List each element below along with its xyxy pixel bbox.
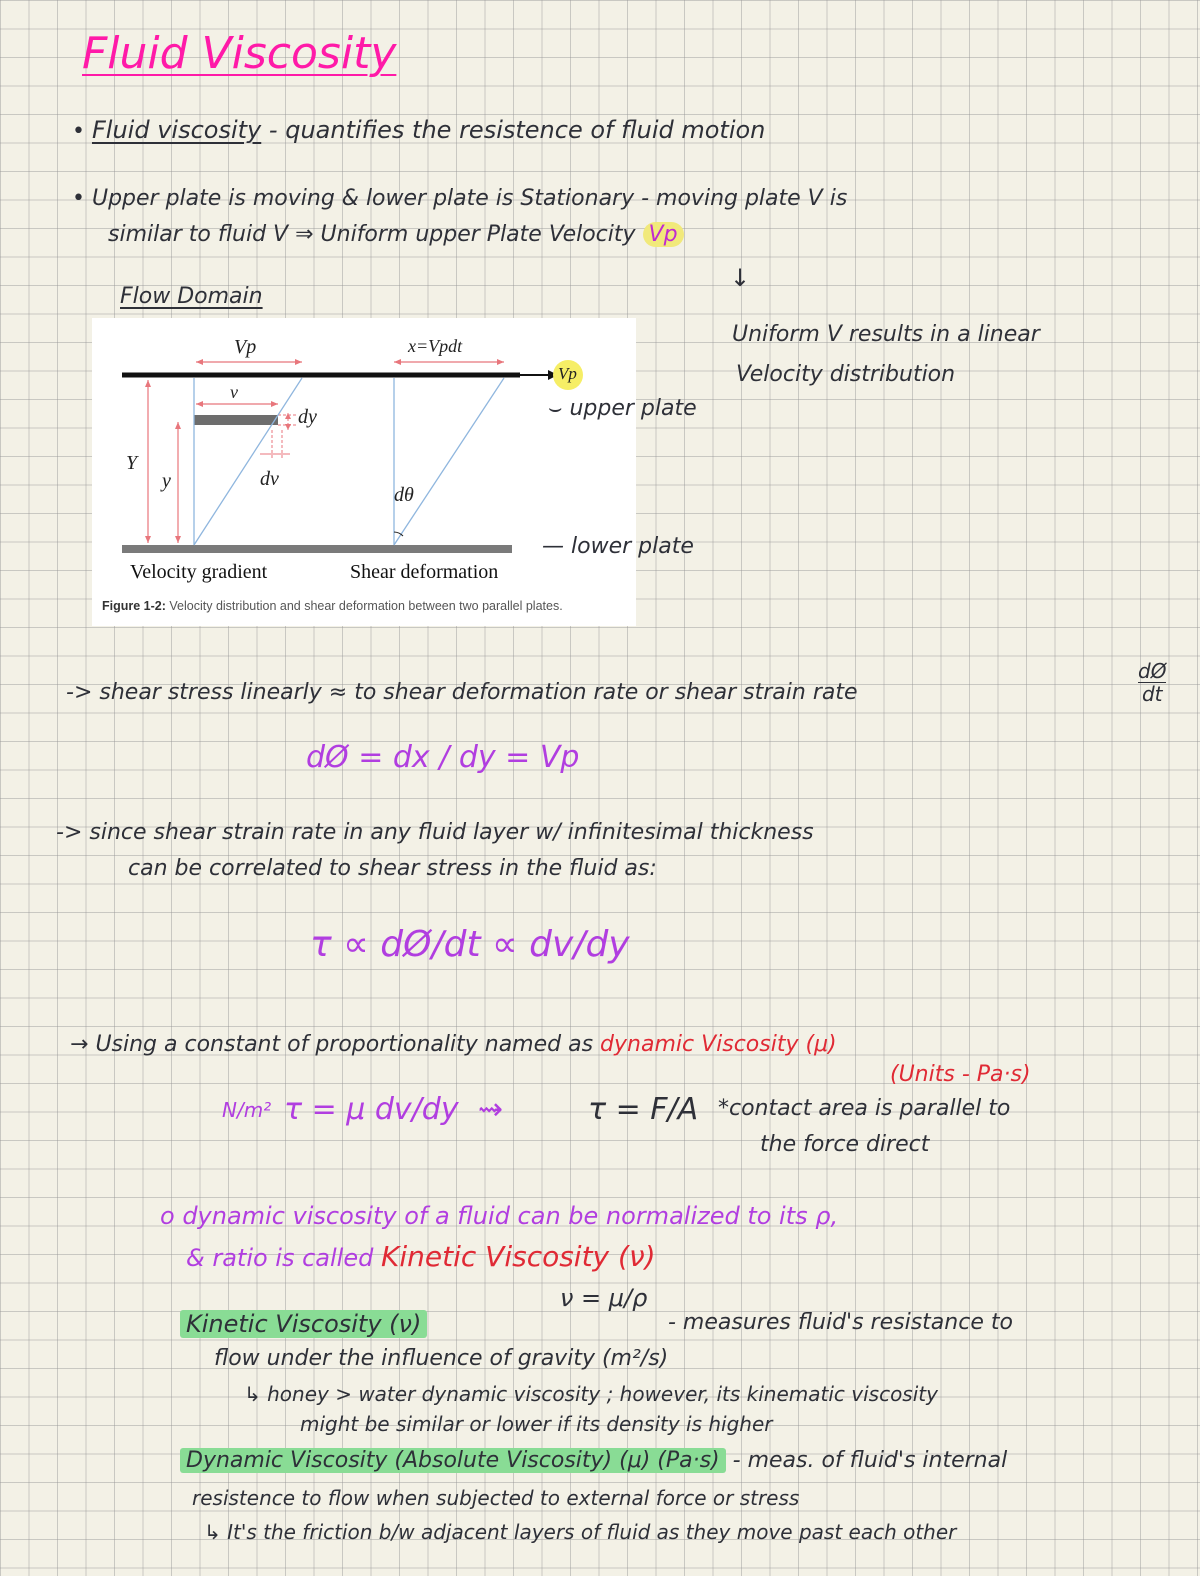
arrow-marker: -> bbox=[66, 680, 93, 705]
using-text: Using a constant of proportionality named as bbox=[95, 1032, 594, 1057]
dynamic-viscosity-term: dynamic Viscosity (μ) bbox=[600, 1032, 837, 1057]
bullet-dot: • bbox=[72, 119, 92, 144]
label-dtheta: dθ bbox=[394, 484, 414, 506]
deformation-diagonal bbox=[394, 378, 504, 545]
page-title: Fluid Viscosity bbox=[82, 28, 397, 79]
equation-dtheta: dØ = dx / dy = Vp bbox=[306, 740, 580, 775]
kinetic-viscosity-row bbox=[180, 1310, 427, 1338]
upper-plate-text: upper plate bbox=[569, 396, 697, 421]
kinetic-text2: flow under the influence of gravity (m²/s) bbox=[214, 1346, 669, 1371]
units-pa-s: (Units - Pa·s) bbox=[890, 1062, 1031, 1087]
normalized-line1: o dynamic viscosity of a fluid can be normalized to its ρ, bbox=[160, 1202, 839, 1230]
hook-mark: ⌣ bbox=[548, 396, 570, 421]
kinetic-formula: ν = μ/ρ bbox=[560, 1284, 648, 1312]
lower-plate-text: lower plate bbox=[571, 534, 694, 559]
caption-shear-deformation: Shear deformation bbox=[350, 561, 499, 583]
arrow-marker: → bbox=[70, 1032, 89, 1057]
figure-caption-text: Velocity distribution and shear deformation between two parallel plates. bbox=[169, 599, 563, 613]
fluid-layer-bar bbox=[194, 415, 278, 425]
term-fluid-viscosity: Fluid viscosity bbox=[91, 116, 262, 144]
label-x-eq: x=Vpdt bbox=[408, 336, 463, 356]
equation-force-area: τ = F/A bbox=[588, 1092, 699, 1127]
equation-proportional: τ ∝ dØ/dt ∝ dv/dy bbox=[310, 924, 630, 965]
dash-line: — bbox=[542, 534, 571, 559]
label-v: v bbox=[230, 382, 238, 402]
label-vp-arrow: Vp bbox=[558, 364, 577, 383]
figure-number: Figure 1-2: bbox=[102, 599, 166, 613]
plates-text-line1: Upper plate is moving & lower plate is Stationary - moving plate V is bbox=[91, 186, 848, 211]
dynamic-viscosity-row bbox=[180, 1448, 1007, 1473]
label-Y: Y bbox=[126, 452, 138, 474]
annotation-lower-plate bbox=[542, 534, 694, 559]
label-dy: dy bbox=[298, 406, 317, 428]
normalized-text: & ratio is called bbox=[186, 1244, 374, 1272]
label-vp-top: Vp bbox=[234, 336, 257, 358]
since-text-line2: can be correlated to shear stress in the fluid as: bbox=[128, 856, 657, 881]
figure-velocity-distribution bbox=[92, 318, 636, 626]
squiggle-arrow: ⇝ bbox=[478, 1092, 504, 1127]
contact-area-note-line2: the force direct bbox=[760, 1132, 930, 1157]
shear-stress-line bbox=[66, 680, 858, 705]
down-arrow: ↓ bbox=[730, 264, 751, 292]
plates-text-line2: similar to fluid V ⇒ Uniform upper Plate Velocity bbox=[108, 222, 636, 247]
using-line bbox=[70, 1032, 837, 1057]
fraction-numerator: dØ bbox=[1138, 659, 1167, 683]
side-note-line1: Uniform V results in a linear bbox=[732, 322, 1040, 347]
fraction-denominator: dt bbox=[1141, 682, 1163, 706]
shear-stress-text: shear stress linearly ≈ to shear deformation rate or shear strain rate bbox=[99, 680, 858, 705]
label-y: y bbox=[162, 470, 171, 492]
vp-highlight: Vp bbox=[643, 222, 684, 247]
caption-velocity-gradient: Velocity gradient bbox=[130, 561, 268, 583]
gradient-diagonal bbox=[194, 378, 302, 545]
contact-area-note-line1: *contact area is parallel to bbox=[718, 1096, 1011, 1121]
dash: - bbox=[268, 116, 278, 144]
flow-domain-label: Flow Domain bbox=[120, 284, 263, 309]
dynamic-text3: ↳ It's the friction b/w adjacent layers of fluid as they move past each other bbox=[204, 1520, 957, 1544]
equation-shear-stress: τ = μ dv/dy bbox=[284, 1092, 459, 1127]
kinetic-viscosity-term: Kinetic Viscosity (ν) bbox=[381, 1240, 656, 1273]
annotation-upper-plate bbox=[548, 396, 697, 421]
since-text-line1: since shear strain rate in any fluid layer w/ infinitesimal thickness bbox=[89, 820, 814, 845]
label-dv: dv bbox=[260, 468, 279, 490]
shear-rate-fraction bbox=[1138, 660, 1166, 705]
since-line1 bbox=[56, 820, 814, 845]
side-note-line2: Velocity distribution bbox=[736, 362, 956, 387]
kinetic-text3: ↳ honey > water dynamic viscosity ; however, its kinematic viscosity bbox=[244, 1382, 938, 1406]
kinetic-text4: might be similar or lower if its density is higher bbox=[300, 1412, 773, 1436]
bullet-plates-line1 bbox=[72, 186, 847, 211]
lower-plate-bar bbox=[122, 545, 512, 553]
definition-text: quantifies the resistence of fluid motion bbox=[285, 116, 766, 144]
bullet-plates-line2 bbox=[108, 222, 684, 247]
bullet-fluid-viscosity bbox=[72, 116, 765, 144]
arrow-marker: -> bbox=[56, 820, 83, 845]
figure-caption bbox=[102, 599, 563, 613]
dynamic-text1: - meas. of fluid's internal bbox=[732, 1448, 1008, 1473]
kinetic-viscosity-label: Kinetic Viscosity (ν) bbox=[180, 1310, 427, 1338]
units-n-per-m2: N/m² bbox=[222, 1098, 272, 1122]
dynamic-text2: resistence to flow when subjected to external force or stress bbox=[192, 1486, 800, 1510]
bullet-dot: • bbox=[72, 186, 92, 211]
normalized-line2 bbox=[186, 1240, 656, 1273]
dynamic-viscosity-label: Dynamic Viscosity (Absolute Viscosity) (μ) (Pa·s) bbox=[180, 1448, 726, 1473]
kinetic-text1: - measures fluid's resistance to bbox=[668, 1310, 1013, 1335]
